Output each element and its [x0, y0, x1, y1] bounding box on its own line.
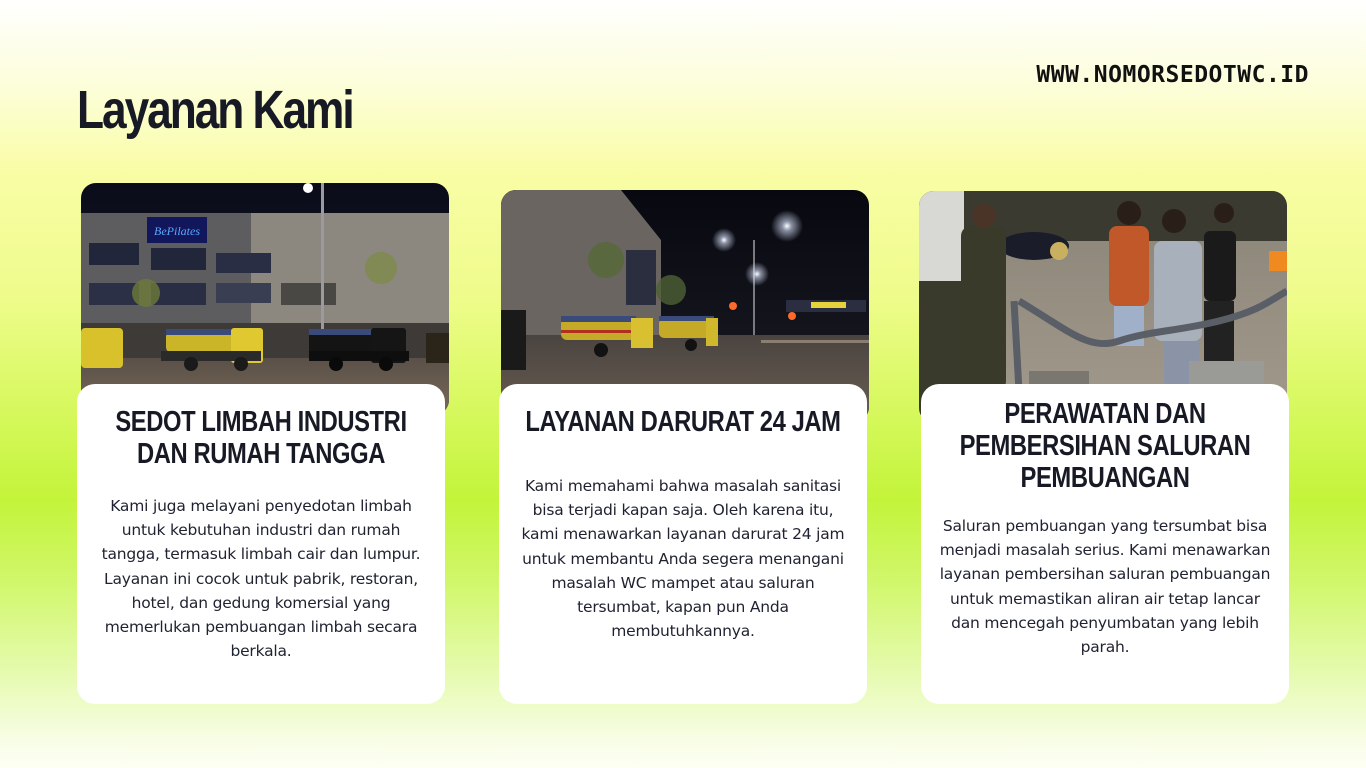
svg-text:BePilates: BePilates: [154, 224, 200, 238]
service-photo-industrial: [81, 183, 449, 415]
service-title: [934, 398, 1275, 494]
service-description: Saluran pembuangan yang tersumbat bisa menjadi masalah serius. Kami menawarkan layanan pembersihan saluran pembuangan untuk memastikan aliran air tetap lancar dan mencegah penyumbatan yang lebih parah.: [939, 517, 1271, 657]
service-title-line: PERAWATAN DAN: [1004, 398, 1206, 430]
service-card-emergency: [499, 384, 867, 704]
page-title: Layanan Kami: [77, 80, 353, 140]
service-description: Kami juga melayani penyedotan limbah untuk kebutuhan industri dan rumah tangga, termasuk limbah cair dan lumpur. Layanan ini cocok untuk pabrik, restoran, hotel, dan gedung komersial yang memerlukan pembuangan limbah secara berkala.: [101, 497, 421, 661]
service-title-line: PEMBERSIHAN SALURAN: [959, 430, 1251, 462]
service-title: [512, 406, 853, 438]
service-card-industrial: [77, 384, 445, 704]
service-title-line: PEMBUANGAN: [1020, 462, 1190, 494]
service-title-line: DAN RUMAH TANGGA: [137, 438, 385, 470]
service-title: [90, 406, 431, 470]
site-url: WWW.NOMORSEDOTWC.ID: [1036, 62, 1309, 88]
service-card-drain-cleaning: [921, 384, 1289, 704]
service-title-line: SEDOT LIMBAH INDUSTRI: [115, 406, 407, 438]
service-description: Kami memahami bahwa masalah sanitasi bisa terjadi kapan saja. Oleh karena itu, kami menawarkan layanan darurat 24 jam untuk membantu Anda segera menangani masalah WC mampet atau saluran tersumbat, kapan pun Anda membutuhkannya.: [521, 477, 845, 641]
service-title-line: LAYANAN DARURAT 24 JAM: [525, 406, 841, 438]
